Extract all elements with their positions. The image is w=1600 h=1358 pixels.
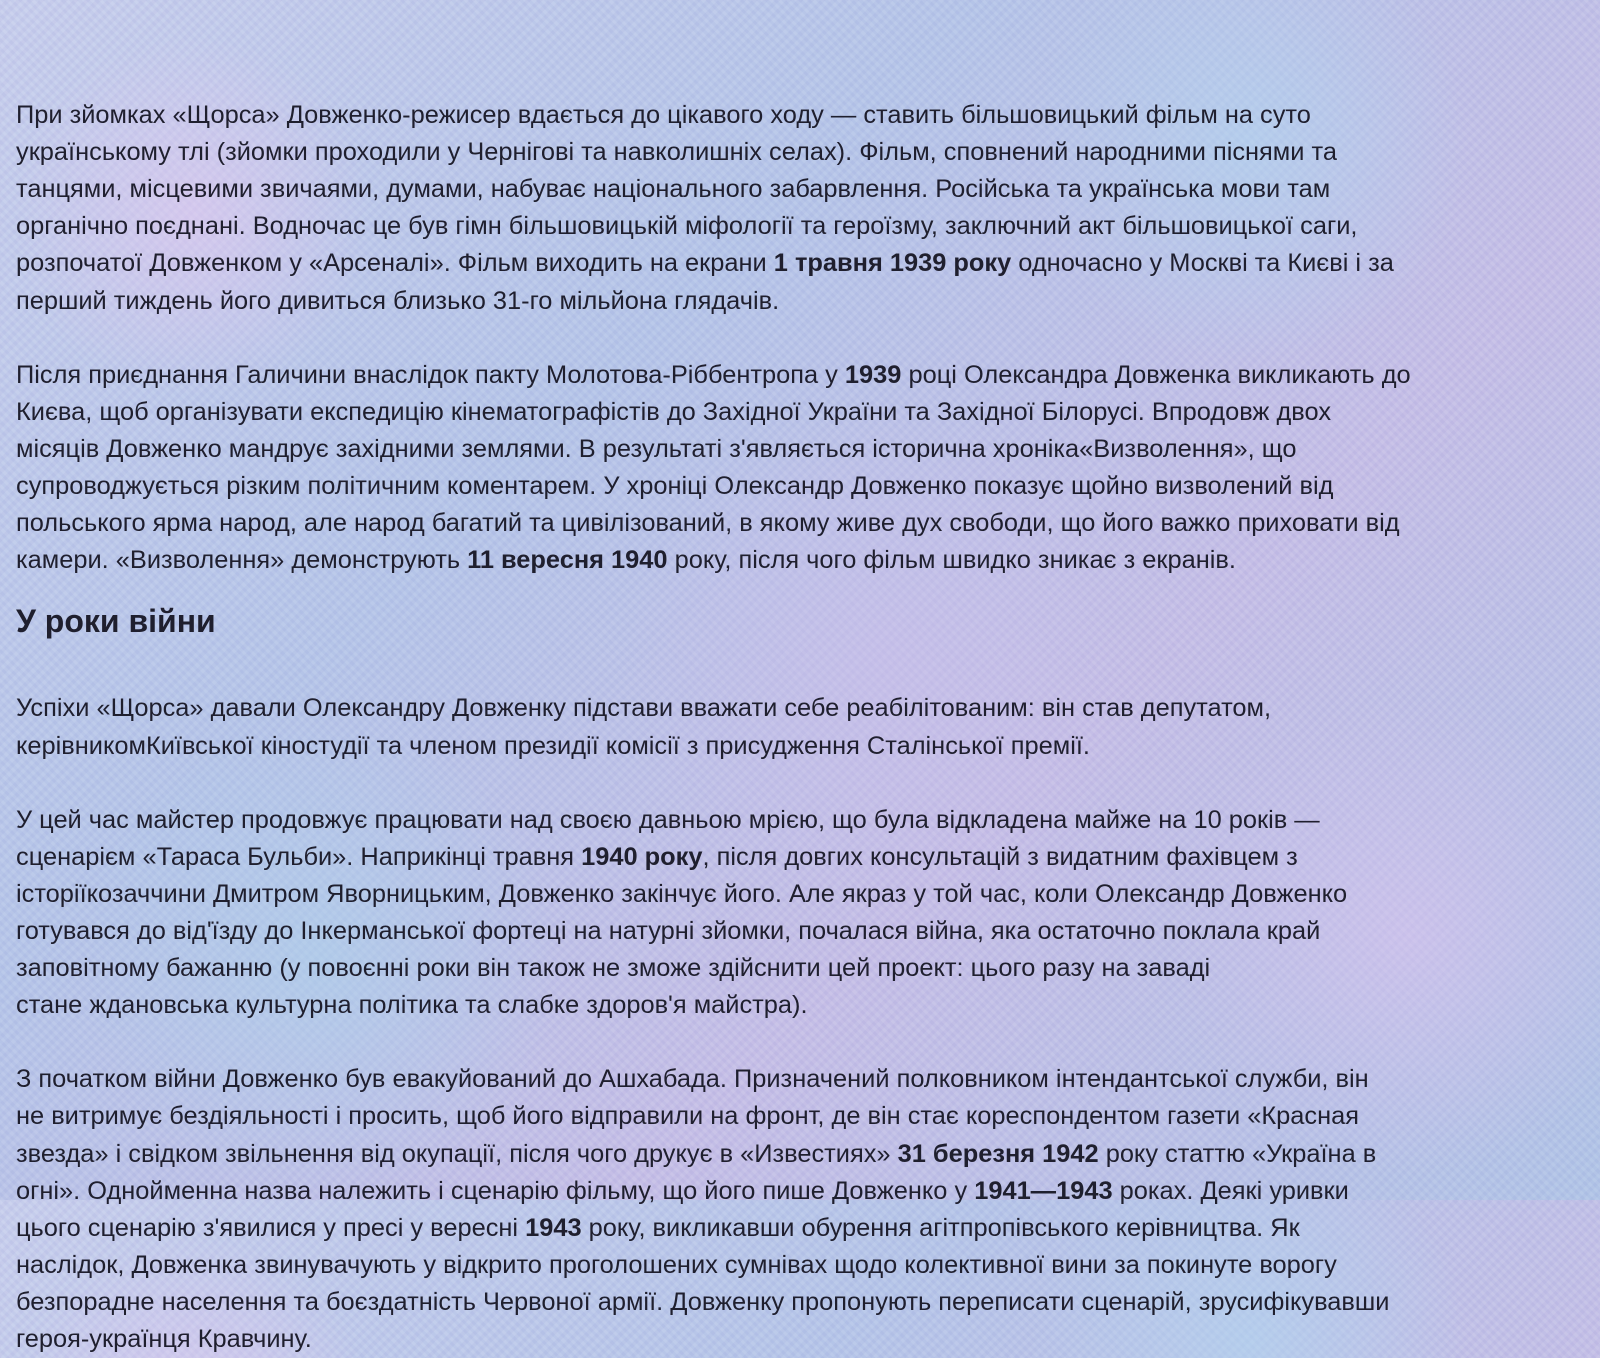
text-segment: одночасно у Москві та Києві і за перший тиждень його дивиться близько 31-го мільйона глядачів. [16,249,1394,315]
date-highlight: 1941—1943 [974,1176,1113,1205]
date-highlight: 1939 [844,360,902,389]
section-2 [16,653,1586,1358]
date-highlight: 1940 року [581,842,703,871]
text-segment: року, після чого фільм швидко зникає з екранів. [667,546,1236,575]
paragraph-liberation-chronicle [16,320,1586,580]
text-segment: році Олександра Довженка викликають до Києва, щоб організувати експедицію кінематографістів до Західної України та Західної Білорусі. Впродовж двох місяців Довженко мандрує західними землями. В результаті з'являється історична хроніка«Визволення», що супроводжується різким політичним коментарем. У хроніці Олександр Довженко показує щойно визволений від польського ярма народ, але народ багатий та цивілізований, в якому живе дух свободи, що його важко приховати від камери. «Визволення» демонструють [16,360,1411,575]
text-segment: Успіхи «Щорса» давали Олександру Довженку підстави вважати себе реабілітованим: він став депутатом, керівникомКиївської кіностудії та членом президії комісії з присудження Сталінської премії. [16,694,1272,760]
paragraph-taras-bulba [16,765,1586,1025]
section-heading-war-years: У роки війни [16,603,216,640]
text-segment: року статтю «Україна в огні». Однойменна назва належить і сценарію фільму, що його пише Довженко у [16,1139,1377,1205]
paragraph-shchors-premiere [16,60,1586,320]
text-segment: З початком війни Довженко був евакуйований до Ашхабада. Призначений полковником інтендантської служби, він не витримує бездіяльності і просить, щоб його відправили на фронт, де він стає кореспондентом газети «Красная звезда» і свідком звільнення від окупації, після чого друкує в «Известиях» [16,1065,1369,1168]
slide-content [16,60,1586,1358]
paragraph-evacuation-ukraine-in-flames [16,1024,1586,1358]
section-1 [16,60,1586,579]
date-highlight: 11 вересня 1940 [467,546,668,575]
date-highlight: 31 березня 1942 [897,1139,1099,1168]
text-segment: Після приєднання Галичини внаслідок пакту Молотова-Ріббентропа у [16,360,845,389]
text-segment: При зйомках «Щорса» Довженко-режисер вдається до цікавого ходу — ставить більшовицький фільм на суто українському тлі (зйомки проходили у Чернігові та навколишніх селах). Фільм, сповнений народними піснями та танцями, місцевими звичаями, думами, набуває національного забарвлення. Російська та українська мови там органічно поєднані. Водночас це був гімн більшовицькій міфології та героїзму, заключний акт більшовицької саги, розпочатої Довженком у «Арсеналі». Фільм виходить на екрани [16,101,1358,278]
text-segment: роках. Деякі уривки цього сценарію з'явилися у пресі у вересні [16,1176,1349,1242]
date-highlight: 1943 [525,1213,582,1242]
text-segment: , після довгих консультацій з видатним фахівцем з історіїкозаччини Дмитром Яворницьким, Довженко закінчує його. Але якраз у той час, коли Олександр Довженко готувався до від'їзду до Інкерманської фортеці на натурні зйомки, почалася війна, яка остаточно поклала край заповітному бажанню (у повоєнні роки він також не зможе здійснити цей проект: цього разу на заваді стане ждановська культурна політика та слабке здоров'я майстра). [16,842,1348,1020]
text-segment: У цей час майстер продовжує працювати над своєю давньою мрією, що була відкладена майже на 10 років — сценарієм «Тараса Бульби». Наприкінці травня [16,805,1320,871]
paragraph-rehabilitation [16,653,1586,764]
date-highlight: 1 травня 1939 року [773,249,1012,278]
text-segment: року, викликавши обурення агітпропівського керівництва. Як наслідок, Довженка звинувачують у відкрито проголошених сумнівах щодо колективної вини за покинуте ворогу безпорадне населення та боєздатність Червоної армії. Довженку пропонують переписати сценарій, зрусифікувавши героя-українця Кравчину. [16,1213,1390,1353]
